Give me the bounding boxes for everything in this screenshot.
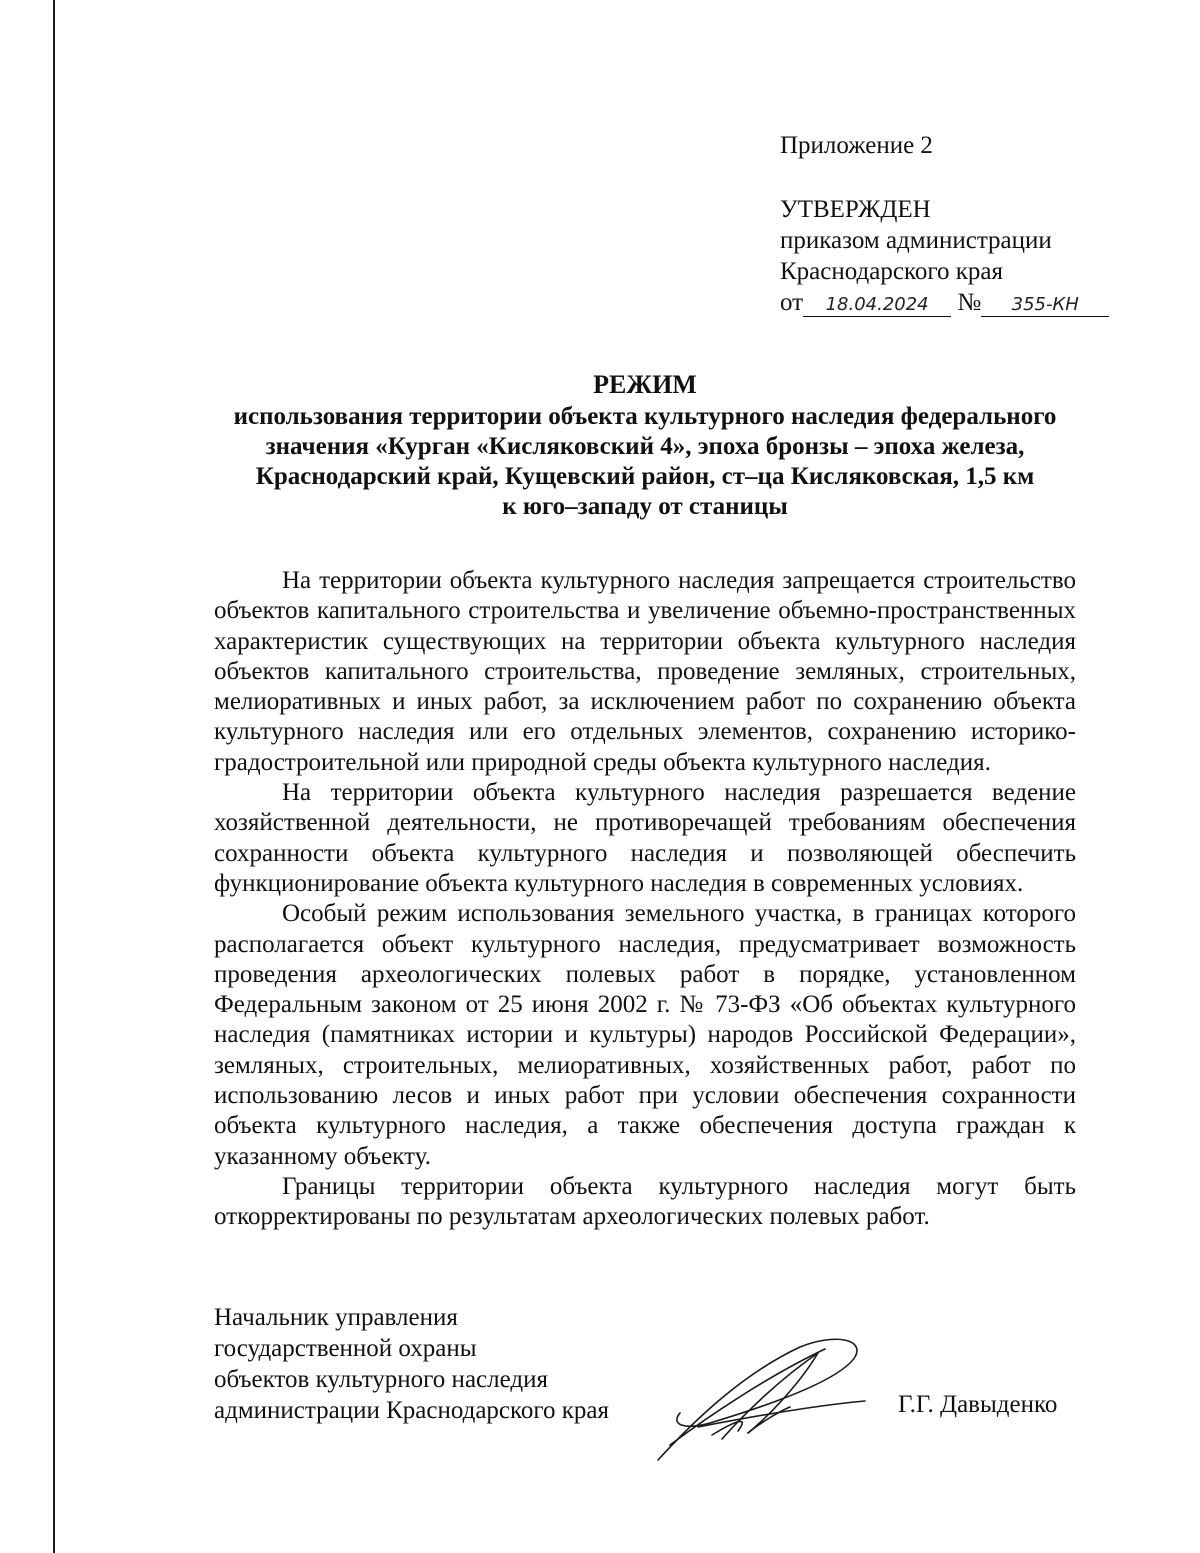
paragraph-permitted-activity: На территории объекта культурного наследия разрешается ведение хозяйственной деятельности, не противоречащей требованиям обеспечения сохранности объекта культурного наследия и позволяющей обеспечить функционирование объекта культурного наследия в современных условиях. xyxy=(214,779,1076,897)
paragraph-special-regime: Особый режим использования земельного участка, в границах которого располагается объект культурного наследия, предусматривает возможность проведения археологических полевых работ в порядке, установленном Федеральным законом от 25 июня 2002 г. № 73-ФЗ «Об объектах культурного наследия (памятниках истории и культуры) народов Российской Федерации», земляных, строительных, мелиоративных, хозяйственных работ, работ по использованию лесов и иных работ при условии обеспечения сохранности объекта культурного наследия, а также обеспечения доступа граждан к указанному объекту. xyxy=(214,900,1076,1170)
document-title xyxy=(214,370,1076,522)
approved-label: УТВЕРЖДЕН xyxy=(780,196,931,223)
handwritten-date: 18.04.2024 xyxy=(803,294,951,317)
annex-label: Приложение 2 xyxy=(780,132,933,159)
scan-edge-line xyxy=(53,0,55,1553)
paragraph-boundaries: Границы территории объекта культурного наследия могут быть откорректированы по результатам археологических полевых работ. xyxy=(214,1172,1076,1231)
paragraph-prohibitions: На территории объекта культурного наследия запрещается строительство объектов капитального строительства и увеличение объемно-пространственных характеристик существующих на территории объекта культурного наследия объектов капитального строительства, проведение земляных, строительных, мелиоративных и иных работ, за исключением работ по сохранению объекта культурного наследия или его отдельных элементов, сохранению историко-градостроительной или природной среды объекта культурного наследия. xyxy=(214,567,1076,776)
title-line-2: значения «Курган «Кисляковский 4», эпоха бронзы – эпоха железа, xyxy=(265,433,1025,460)
approved-by-line-2: Краснодарского края xyxy=(780,258,1003,285)
title-line-4: к юго–западу от станицы xyxy=(502,493,788,520)
title-line-1: использования территории объекта культурного наследия федерального xyxy=(233,403,1057,430)
approval-block xyxy=(780,130,1109,318)
signer-name: Г.Г. Давыденко xyxy=(898,1391,1058,1418)
signer-position-line-3: объектов культурного наследия xyxy=(214,1366,548,1393)
signer-position-line-1: Начальник управления xyxy=(214,1304,458,1331)
title-line-3: Краснодарский край, Кущевский район, ст–ца Кисляковская, 1,5 км xyxy=(255,463,1035,490)
approved-by-line-1: приказом администрации xyxy=(780,227,1052,254)
signer-position-line-4: администрации Краснодарского края xyxy=(214,1397,610,1424)
handwritten-signature xyxy=(650,1335,880,1465)
order-reference xyxy=(780,287,1109,318)
date-prefix: от xyxy=(780,289,804,316)
title-heading: РЕЖИМ xyxy=(593,370,697,399)
number-prefix: № xyxy=(957,289,982,316)
document-body xyxy=(214,566,1076,1233)
signer-position xyxy=(214,1302,609,1426)
signer-position-line-2: государственной охраны xyxy=(214,1335,477,1362)
handwritten-number: 355-КН xyxy=(981,294,1109,317)
